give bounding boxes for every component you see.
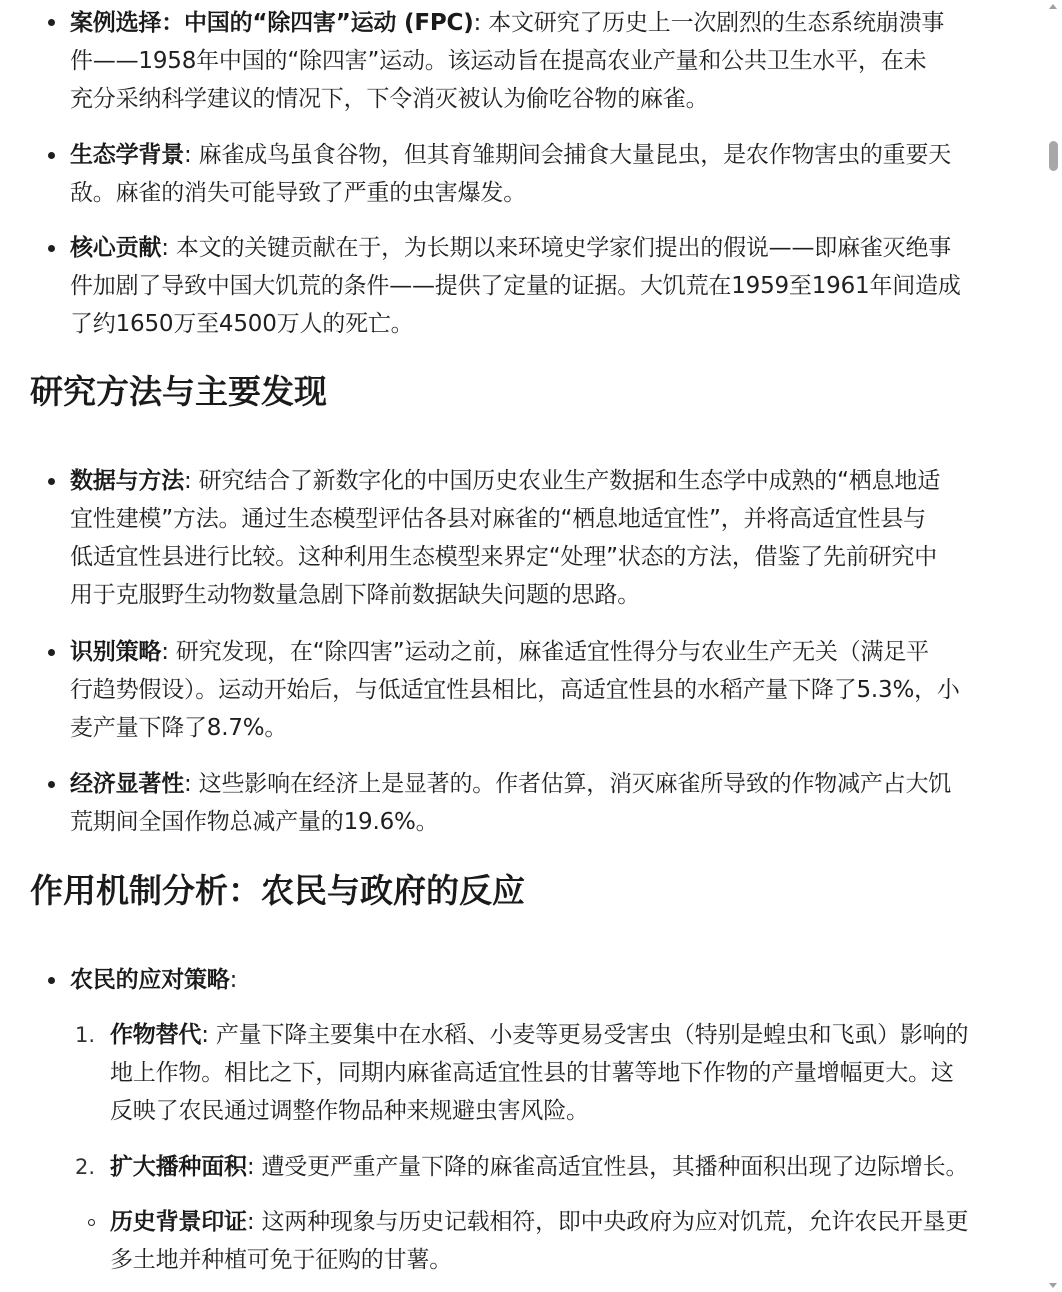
item-text: : 这些影响在经济上是显著的。作者估算，消灭麻雀所导致的作物减产占大饥 (184, 771, 952, 797)
bullet-dot (48, 781, 55, 788)
list-item-line: 地上作物。相比之下，同期内麻雀高适宜性县的甘薯等地下作物的产量增幅更大。这 (110, 1060, 954, 1086)
list-item-line (70, 765, 951, 803)
list-item-line: 行趋势假设）。运动开始后，与低适宜性县相比，高适宜性县的水稻产量下降了5.3%，小 (70, 677, 960, 703)
list-item-line: 反映了农民通过调整作物品种来规避虫害风险。 (110, 1098, 589, 1124)
item-text: : 遭受更严重产量下降的麻雀高适宜性县，其播种面积出现了边际增长。 (246, 1154, 969, 1180)
list-item-line (70, 229, 951, 267)
item-text: : (229, 967, 238, 993)
bullet-dot (48, 478, 55, 485)
item-label: 扩大播种面积 (110, 1154, 247, 1180)
item-label: 农民的应对策略 (70, 967, 230, 993)
list-item-line: 了约1650万至4500万人的死亡。 (70, 311, 414, 337)
list-item-line (110, 1016, 968, 1054)
bullet-dot (48, 649, 55, 656)
scroll-up-arrow-icon[interactable] (1049, 4, 1057, 9)
item-text: : 研究结合了新数字化的中国历史农业生产数据和生态学中成熟的“栖息地适 (184, 468, 940, 494)
scroll-down-arrow-icon[interactable] (1049, 1283, 1057, 1288)
bullet-dot (48, 245, 55, 252)
item-label: 生态学背景 (70, 142, 185, 168)
item-label: 历史背景印证 (110, 1209, 247, 1235)
item-text: : 研究发现，在“除四害”运动之前，麻雀适宜性得分与农业生产无关（满足平 (161, 639, 929, 665)
list-item-line: 低适宜性县进行比较。这种利用生态模型来界定“处理”状态的方法，借鉴了先前研究中 (70, 544, 938, 570)
bullet-dot (48, 152, 55, 159)
list-item-line: 宜性建模”方法。通过生态模型评估各县对麻雀的“栖息地适宜性”，并将高适宜性县与 (70, 506, 926, 532)
list-item-line: 麦产量下降了8.7%。 (70, 715, 288, 741)
bullet-circle (88, 1219, 95, 1226)
list-item-line: 多土地并种植可免于征购的甘薯。 (110, 1247, 453, 1273)
list-item-line (70, 462, 940, 500)
list-item-line: 荒期间全国作物总减产量的19.6%。 (70, 809, 439, 835)
list-number: 1. (75, 1023, 96, 1047)
scroll-thumb[interactable] (1049, 141, 1058, 171)
list-item-line (110, 1203, 968, 1241)
item-label: 数据与方法 (70, 468, 185, 494)
list-item-line (70, 961, 237, 999)
section-heading: 研究方法与主要发现 (30, 372, 327, 411)
item-label: 核心贡献 (70, 235, 162, 261)
item-text: : 本文研究了历史上一次剧烈的生态系统崩溃事 (473, 10, 945, 36)
list-item-line: 件加剧了导致中国大饥荒的条件——提供了定量的证据。大饥荒在1959至1961年间造成 (70, 273, 961, 299)
item-text: : 产量下降主要集中在水稻、小麦等更易受害虫（特别是蝗虫和飞虱）影响的 (201, 1022, 969, 1048)
item-label: 经济显著性 (70, 771, 185, 797)
item-label: 作物替代 (110, 1022, 202, 1048)
item-text: : 本文的关键贡献在于，为长期以来环境史学家们提出的假说——即麻雀灭绝事 (161, 235, 952, 261)
list-number: 2. (75, 1155, 96, 1179)
list-item-line (70, 633, 929, 671)
bullet-dot (48, 19, 55, 26)
list-item-line (110, 1148, 968, 1186)
item-text: : 这两种现象与历史记载相符，即中央政府为应对饥荒，允许农民开垦更 (246, 1209, 969, 1235)
item-label: 识别策略 (70, 639, 162, 665)
bullet-dot (48, 977, 55, 984)
list-item-line: 用于克服野生动物数量急剧下降前数据缺失问题的思路。 (70, 582, 641, 608)
list-item-line (70, 4, 944, 42)
list-item-line (70, 136, 951, 174)
item-text: : 麻雀成鸟虽食谷物，但其育雏期间会捕食大量昆虫，是农作物害虫的重要天 (184, 142, 952, 168)
section-heading: 作用机制分析：农民与政府的反应 (30, 871, 525, 910)
list-item-line: 件——1958年中国的“除四害”运动。该运动旨在提高农业产量和公共卫生水平，在未 (70, 48, 927, 74)
list-item-line: 充分采纳科学建议的情况下，下令消灭被认为偷吃谷物的麻雀。 (70, 86, 709, 112)
item-label: 案例选择：中国的“除四害”运动 (FPC) (70, 10, 474, 36)
list-item-line: 敌。麻雀的消失可能导致了严重的虫害爆发。 (70, 180, 527, 206)
vertical-scrollbar[interactable] (1045, 0, 1062, 1292)
